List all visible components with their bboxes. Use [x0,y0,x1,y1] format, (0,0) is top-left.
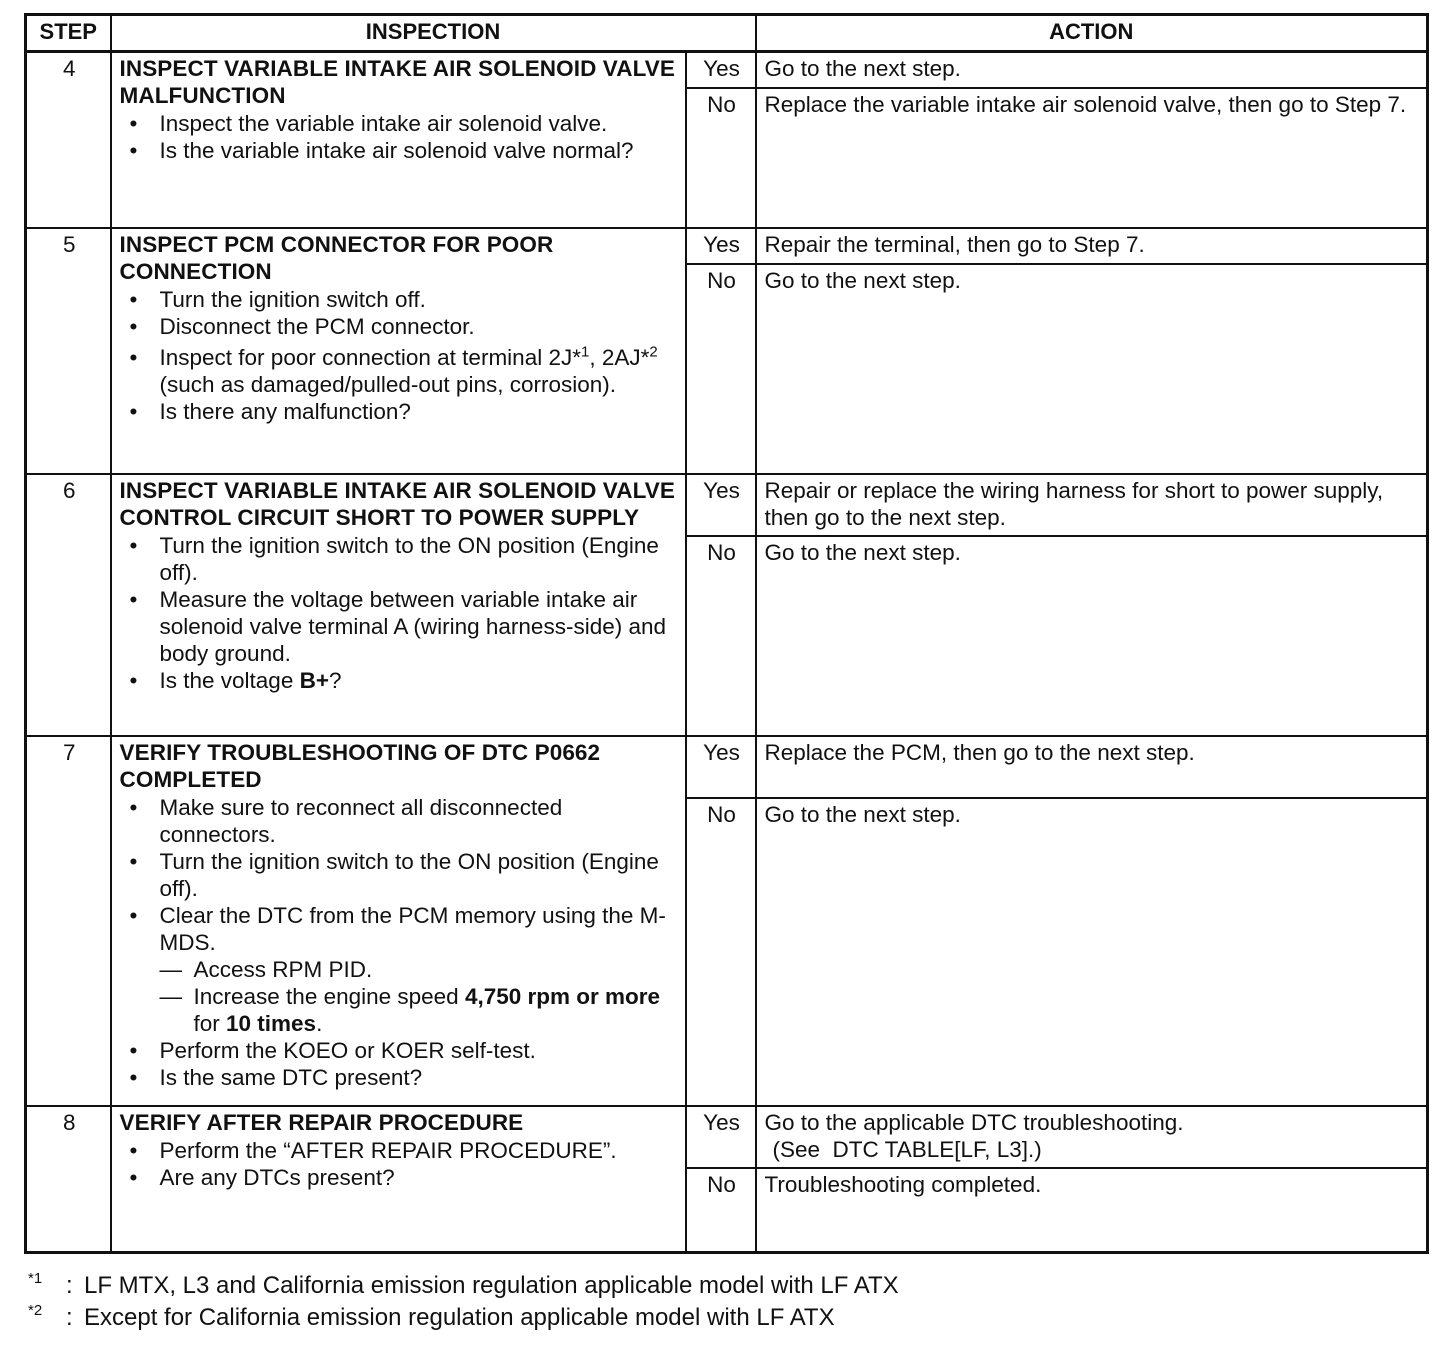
yes-action: Replace the PCM, then go to the next step. [756,736,1428,798]
bullet-text: ? [328,668,342,693]
no-action: Replace the variable intake air solenoid valve, then go to Step 7. [756,88,1428,228]
footnote-ref: 1 [580,343,590,361]
bullet-item: • Make sure to reconnect all disconnected connectors. [120,794,679,848]
bullet-item: • Perform the KOEO or KOER self-test. [120,1037,679,1064]
inspection-title: VERIFY TROUBLESHOOTING OF DTC P0662 COMPLETED [119,740,601,792]
inspection-cell [111,736,686,1106]
bullet-item: • Turn the ignition switch to the ON position (Engine off). [120,532,679,586]
bullet-item [120,344,679,398]
step-header: STEP [26,15,111,52]
sub-item: — Access RPM PID. [160,956,679,983]
header-row [26,15,1428,52]
no-label: No [686,798,756,1106]
yes-label: Yes [686,736,756,798]
bullet-item: • Is the variable intake air solenoid valve normal? [120,137,679,164]
sub-item [160,983,679,1037]
bullet-item: • Inspect the variable intake air solenoid valve. [120,110,679,137]
bullet-item: • Perform the “AFTER REPAIR PROCEDURE”. [120,1137,679,1164]
step-8-yes-row [26,1106,1428,1168]
sub-text: . [316,1011,323,1036]
bullet-item: • Disconnect the PCM connector. [120,313,679,340]
step-number: 5 [26,228,111,474]
sub-list [160,956,679,1037]
footnote-separator: : [66,1272,73,1299]
yes-action: Go to the applicable DTC troubleshooting. [764,1110,1184,1135]
step-number: 7 [26,736,111,1106]
bullet-item [120,667,679,694]
yes-label: Yes [686,1106,756,1168]
no-label: No [686,536,756,736]
no-label: No [686,264,756,474]
yes-label: Yes [686,52,756,89]
inspection-title: INSPECT PCM CONNECTOR FOR POOR CONNECTION [119,232,554,284]
troubleshooting-table [24,13,1429,1254]
inspection-title: INSPECT VARIABLE INTAKE AIR SOLENOID VALVE CONTROL CIRCUIT SHORT TO POWER SUPPLY [119,478,675,530]
bullet-item: • Is there any malfunction? [120,398,679,425]
action-header: ACTION [756,15,1428,52]
bullet-text: (such as damaged/pulled-out pins, corrosion). [159,372,616,397]
step-number: 6 [26,474,111,736]
step-number: 4 [26,52,111,229]
bullet-item: • Measure the voltage between variable intake air solenoid valve terminal A (wiring harness-side) and body ground. [120,586,679,667]
yes-label: Yes [686,228,756,264]
inspection-cell [111,474,686,736]
bullet-item [120,902,679,1037]
inspection-cell [111,1106,686,1253]
bullet-item: • Turn the ignition switch off. [120,286,679,313]
no-action: Go to the next step. [756,536,1428,736]
footnote-1 [28,1270,899,1302]
bullet-list [120,1137,679,1191]
step-5-yes-row [26,228,1428,264]
yes-action: Go to the next step. [756,52,1428,89]
yes-action-cell [756,1106,1428,1168]
bullet-item: • Are any DTCs present? [120,1164,679,1191]
footnote-2 [28,1302,899,1334]
bullet-item: • Is the same DTC present? [120,1064,679,1091]
step-6-yes-row [26,474,1428,536]
no-action: Go to the next step. [756,264,1428,474]
footnote-separator: : [66,1304,73,1331]
bullet-text: Clear the DTC from the PCM memory using the M-MDS. [159,903,666,955]
bullet-item: • Turn the ignition switch to the ON position (Engine off). [120,848,679,902]
sub-bold-text: 4,750 rpm or more [464,984,661,1009]
no-action: Go to the next step. [756,798,1428,1106]
footnote-text: LF MTX, L3 and California emission regulation applicable model with LF ATX [84,1272,899,1299]
bullet-list [120,794,679,1091]
step-7-yes-row [26,736,1428,798]
bullet-list [120,286,679,425]
inspection-cell [111,52,686,229]
yes-label: Yes [686,474,756,536]
inspection-header: INSPECTION [111,15,756,52]
footnote-mark: *2 [28,1302,43,1319]
sub-text: for [193,1011,227,1036]
yes-action: Repair the terminal, then go to Step 7. [756,228,1428,264]
footnote-mark: *1 [28,1270,43,1287]
no-label: No [686,88,756,228]
sub-bold-text: 10 times [226,1011,317,1036]
yes-action: Repair or replace the wiring harness for short to power supply, then go to the next step. [756,474,1428,536]
step-4-yes-row [26,52,1428,89]
step-number: 8 [26,1106,111,1253]
inspection-cell [111,228,686,474]
sub-text: Increase the engine speed [193,984,465,1009]
bullet-text: Is the voltage [159,668,300,693]
no-label: No [686,1168,756,1253]
inspection-title: VERIFY AFTER REPAIR PROCEDURE [119,1110,524,1135]
footnote-text: Except for California emission regulation applicable model with LF ATX [84,1304,835,1331]
footnote-ref: 2 [649,343,658,361]
footnotes [28,1270,899,1334]
bullet-text: , 2AJ* [589,345,650,370]
bullet-bold-text: B+ [299,668,329,693]
no-action: Troubleshooting completed. [756,1168,1428,1253]
bullet-list [120,110,679,164]
bullet-text: Inspect for poor connection at terminal 2J* [159,345,581,370]
table-link[interactable]: (See DTC TABLE[LF, L3].) [772,1137,1042,1162]
inspection-title: INSPECT VARIABLE INTAKE AIR SOLENOID VALVE MALFUNCTION [119,56,675,108]
bullet-list [120,532,679,694]
